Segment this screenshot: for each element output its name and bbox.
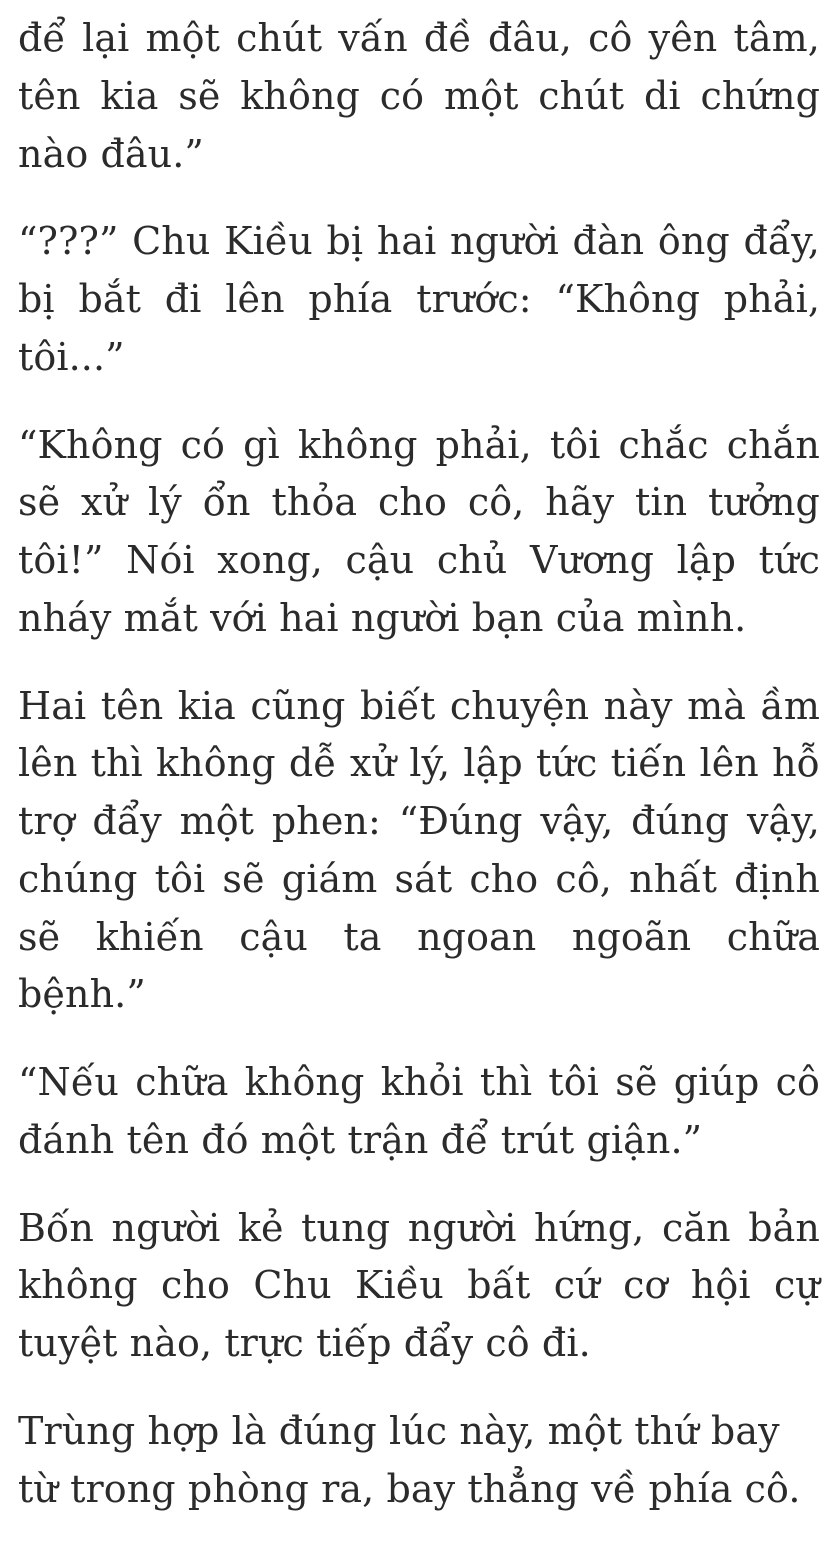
paragraph: để lại một chút vấn đề đâu, cô yên tâm, tên kia sẽ không có một chút di chứng nào đâu.” <box>18 16 820 176</box>
paragraph: “Không có gì không phải, tôi chắc chắn sẽ xử lý ổn thỏa cho cô, hãy tin tưởng tôi!” Nói xong, cậu chủ Vương lập tức nháy mắt với hai người bạn của mình. <box>18 422 820 640</box>
paragraph: Bốn người kẻ tung người hứng, căn bản không cho Chu Kiều bất cứ cơ hội cự tuyệt nào, trực tiếp đẩy cô đi. <box>18 1205 820 1365</box>
paragraph: “Nếu chữa không khỏi thì tôi sẽ giúp cô đánh tên đó một trận để trút giận.” <box>18 1060 820 1162</box>
paragraph: Trùng hợp là đúng lúc này, một thứ bay từ trong phòng ra, bay thẳng về phía cô. <box>18 1408 801 1511</box>
paragraph: Hai tên kia cũng biết chuyện này mà ầm lên thì không dễ xử lý, lập tức tiến lên hỗ trợ đẩy một phen: “Đúng vậy, đúng vậy, chúng tôi sẽ giám sát cho cô, nhất định sẽ khiến cậu ta ngoan ngoãn chữa bệnh.” <box>18 683 820 1017</box>
paragraph: “???” Chu Kiều bị hai người đàn ông đẩy, bị bắt đi lên phía trước: “Không phải, tôi...” <box>18 219 820 379</box>
